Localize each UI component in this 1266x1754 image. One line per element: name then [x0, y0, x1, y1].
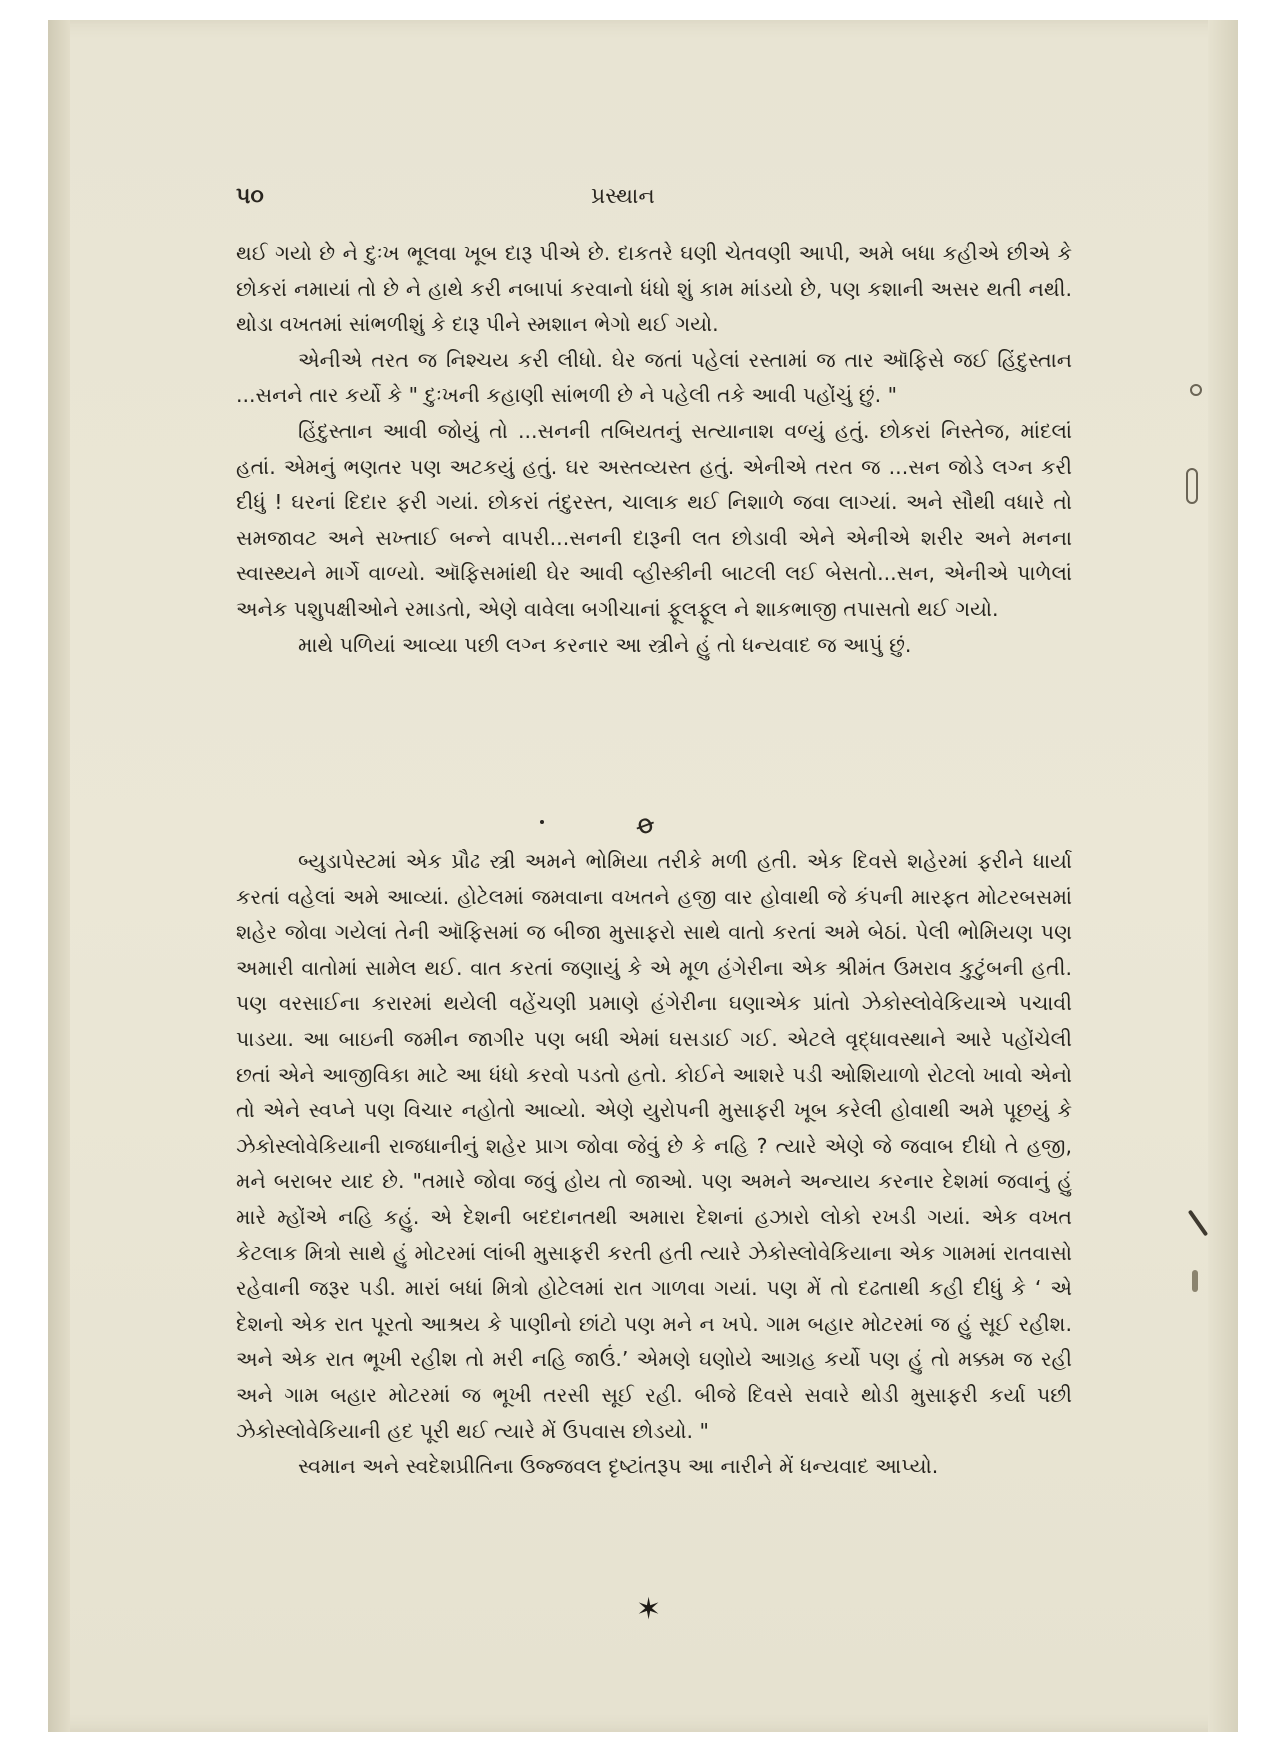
paragraph: બ્યુડાપેસ્ટમાં એક પ્રૌઢ સ્ત્રી અમને ભોમિયા તરીકે મળી હતી. એક દિવસે શહેરમાં ફરીને ધાર્યા કરતાં વહેલાં અમે આવ્યાં. હોટેલમાં જમવાના વખતને હજી વાર હોવાથી જે કંપની મારફત મોટરબસમાં શહેર જોવા ગયેલાં તેની ઑફિસમાં જ બીજા મુસાફરો સાથે વાતો કરતાં અમે બેઠાં. પેલી ભોમિયણ પણ અમારી વાતોમાં સામેલ થઈ. વાત કરતાં જણાયું કે એ મૂળ હંગેરીના એક શ્રીમંત ઉમરાવ કુટુંબની હતી. પણ વરસાઈના કરારમાં થયેલી વહેંચણી પ્રમાણે હંગેરીના ઘણાએક પ્રાંતો ઝેકોસ્લોવેકિયાએ પચાવી પાડયા. આ બાઇની જમીન જાગીર પણ બધી એમાં ઘસડાઈ ગઈ. એટલે વૃદ્ધાવસ્થાને આરે પહોંચેલી છતાં એને આજીવિકા માટે આ ધંધો કરવો પડતો હતો. કોઈને આશરે પડી ઓશિયાળો રોટલો ખાવો એનો તો એને સ્વપ્ને પણ વિચાર નહોતો આવ્યો. એણે યુરોપની મુસાફરી ખૂબ કરેલી હોવાથી અમે પૂછયું કે ઝેકોસ્લોવેકિયાની રાજધાનીનું શહેર પ્રાગ જોવા જેવું છે કે નહિ ? ત્યારે એણે જે જવાબ દીધો તે હજી, મને બરાબર યાદ છે. "તમારે જોવા જવું હોય તો જાઓ. પણ અમને અન્યાય કરનાર દેશમાં જવાનું હું મારે મ્હોંએ નહિ કહું. એ દેશની બદદાનતથી અમારા દેશનાં હઝારો લોકો રખડી ગયાં. એક વખત કેટલાક મિત્રો સાથે હું મોટરમાં લાંબી મુસાફરી કરતી હતી ત્યારે ઝેકોસ્લોવેકિયાના એક ગામમાં રાતવાસો રહેવાની જરૂર પડી. મારાં બધાં મિત્રો હોટેલમાં રાત ગાળવા ગયાં. પણ મેં તો દઢતાથી કહી દીધું કે ‘ એ દેશનો એક રાત પૂરતો આશ્રય કે પાણીનો છાંટો પણ મને ન ખપે. ગામ બહાર મોટરમાં જ હું સૂઈ રહીશ. અને એક રાત ભૂખી રહીશ તો મરી નહિ જાઉં.’ એમણે ઘણોયે આગ્રહ કર્યો પણ હું તો મક્કમ જ રહી અને ગામ બહાર મોટરમાં જ ભૂખી તરસી સૂઈ રહી. બીજે દિવસે સવારે થોડી મુસાફરી કર્યા પછી ઝેકોસ્લોવેકિયાની હદ પૂરી થઈ ત્યારે મેં ઉપવાસ છોડયો. "	[236, 849, 1072, 1443]
running-head	[236, 184, 1076, 218]
section-two-text	[236, 844, 1072, 1485]
page-number: ૫૦	[236, 184, 264, 209]
paper-left-edge	[48, 20, 70, 1732]
paragraph: માથે પળિયાં આવ્યા પછી લગ્ન કરનાર આ સ્ત્રીને હું તો ધન્યવાદ જ આપું છું.	[298, 632, 912, 657]
section-one-text	[236, 236, 1072, 663]
paragraph: હિંદુસ્તાન આવી જોયું તો ...સનની તબિયતનું સત્યાનાશ વળ્યું હતું. છોકરાં નિસ્તેજ, માંદલાં હતાં. એમનું ભણતર પણ અટકયું હતું. ઘર અસ્તવ્યસ્ત હતું. એનીએ તરત જ ...સન જોડે લગ્ન કરી દીધું ! ઘરનાં દિદાર ફરી ગયાં. છોકરાં તંદુરસ્ત, ચાલાક થઈ નિશાળે જવા લાગ્યાં. અને સૌથી વધારે તો સમજાવટ અને સખ્તાઈ બન્ને વાપરી...સનની દારૂની લત છોડાવી એને એનીએ શરીર અને મનના સ્વાસ્થ્યને માર્ગે વાળ્યો. ઑફિસમાંથી ઘેર આવી વ્હીસ્કીની બાટલી લઈ બેસતો...સન, એનીએ પાળેલાં અનેક પશુપક્ષીઓને રમાડતો, એણે વાવેલા બગીચાનાં ફૂલફૂલ ને શાકભાજી તપાસતો થઈ ગયો.	[236, 418, 1072, 621]
paragraph: એનીએ તરત જ નિશ્ચય કરી લીધો. ઘેર જતાં પહેલાં રસ્તામાં જ તાર ઑફિસે જઈ હિંદુસ્તાન ...સનને તાર કર્યો કે " દુઃખની કહાણી સાંભળી છે ને પહેલી તકે આવી પહોંચું છું. "	[236, 347, 1072, 408]
section-divider-dot	[540, 820, 544, 824]
binding-mark	[1186, 468, 1198, 504]
running-title: પ્રસ્થાન	[591, 184, 655, 209]
section-divider-ornament: ꝋ	[631, 807, 659, 843]
paragraph: થઈ ગયો છે ને દુઃખ ભૂલવા ખૂબ દારૂ પીએ છે. દાકતરે ઘણી ચેતવણી આપી, અમે બધા કહીએ છીએ કે છોકરાં નમાયાં તો છે ને હાથે કરી નબાપાં કરવાનો ધંધો શું કામ માંડયો છે, પણ કશાની અસર થતી નથી. થોડા વખતમાં સાંભળીશું કે દારૂ પીને સ્મશાન ભેગો થઈ ગયો.	[236, 241, 1072, 337]
paper-right-edge	[1208, 20, 1238, 1732]
scan-speck	[1190, 384, 1202, 396]
paragraph: સ્વમાન અને સ્વદેશપ્રીતિના ઉજ્જવલ દૃષ્ટાંતરૂપ આ નારીને મેં ધન્યવાદ આપ્યો.	[298, 1454, 939, 1479]
end-star-ornament: ✶	[636, 1592, 662, 1627]
scan-speck	[1192, 1270, 1198, 1292]
